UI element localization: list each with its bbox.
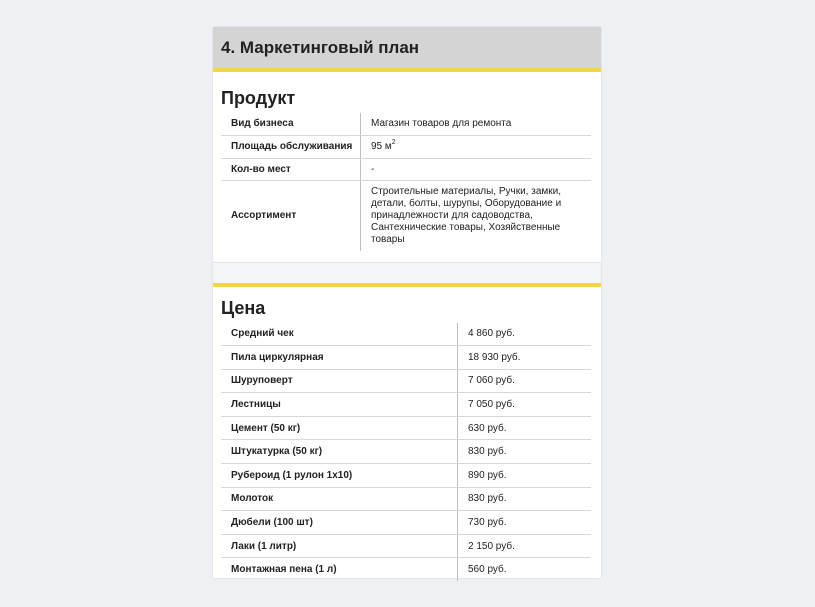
area-unit-superscript: 2 bbox=[391, 139, 396, 146]
row-label: Кол-во мест bbox=[221, 158, 361, 180]
document-page bbox=[213, 27, 601, 578]
price-heading: Цена bbox=[221, 297, 266, 318]
row-value: Магазин товаров для ремонта bbox=[361, 113, 592, 135]
row-label: Ассортимент bbox=[221, 180, 361, 251]
table-row bbox=[221, 369, 591, 393]
price-table bbox=[221, 323, 591, 582]
product-heading: Продукт bbox=[221, 88, 296, 108]
row-value: 630 руб. bbox=[458, 416, 592, 440]
table-row bbox=[221, 440, 591, 464]
row-value bbox=[361, 135, 592, 158]
product-section bbox=[213, 83, 601, 251]
table-row bbox=[221, 113, 591, 135]
row-value: 830 руб. bbox=[458, 487, 592, 511]
row-value: - bbox=[361, 158, 592, 180]
row-label: Средний чек bbox=[221, 323, 458, 346]
table-row bbox=[221, 487, 591, 511]
row-label: Шуруповерт bbox=[221, 369, 458, 393]
row-label: Молоток bbox=[221, 487, 458, 511]
table-row bbox=[221, 511, 591, 535]
row-label: Площадь обслуживания bbox=[221, 135, 361, 158]
table-row bbox=[221, 534, 591, 558]
table-row bbox=[221, 393, 591, 417]
table-row bbox=[221, 158, 591, 180]
row-value: 830 руб. bbox=[458, 440, 592, 464]
row-label: Вид бизнеса bbox=[221, 113, 361, 135]
product-table bbox=[221, 113, 591, 251]
table-row bbox=[221, 323, 591, 346]
table-row bbox=[221, 346, 591, 370]
row-value: 2 150 руб. bbox=[458, 534, 592, 558]
row-value: 18 930 руб. bbox=[458, 346, 592, 370]
row-value: 7 060 руб. bbox=[458, 369, 592, 393]
table-row bbox=[221, 135, 591, 158]
row-label: Дюбели (100 шт) bbox=[221, 511, 458, 535]
price-section bbox=[213, 287, 601, 582]
row-value: 4 860 руб. bbox=[458, 323, 592, 346]
row-label: Штукатурка (50 кг) bbox=[221, 440, 458, 464]
table-row bbox=[221, 464, 591, 488]
table-row bbox=[221, 180, 591, 251]
row-value: 730 руб. bbox=[458, 511, 592, 535]
row-value: Строительные материалы, Ручки, замки, детали, болты, шурупы, Оборудование и принадлежности для садоводства, Сантехнические товары, Хозяйственные товары bbox=[371, 185, 562, 245]
row-value: 890 руб. bbox=[458, 464, 592, 488]
chapter-title: 4. Маркетинговый план bbox=[213, 27, 601, 72]
row-label: Рубероид (1 рулон 1x10) bbox=[221, 464, 458, 488]
table-row bbox=[221, 416, 591, 440]
row-value: 560 руб. bbox=[468, 564, 507, 576]
row-label: Монтажная пена (1 л) bbox=[221, 558, 458, 581]
area-value: 95 м bbox=[371, 141, 392, 152]
row-label: Цемент (50 кг) bbox=[221, 416, 458, 440]
row-label: Лестницы bbox=[221, 393, 458, 417]
row-value: 7 050 руб. bbox=[458, 393, 592, 417]
row-label: Пила циркулярная bbox=[221, 346, 458, 370]
table-row bbox=[221, 558, 591, 581]
row-label: Лаки (1 литр) bbox=[221, 534, 458, 558]
section-separator bbox=[213, 262, 601, 283]
